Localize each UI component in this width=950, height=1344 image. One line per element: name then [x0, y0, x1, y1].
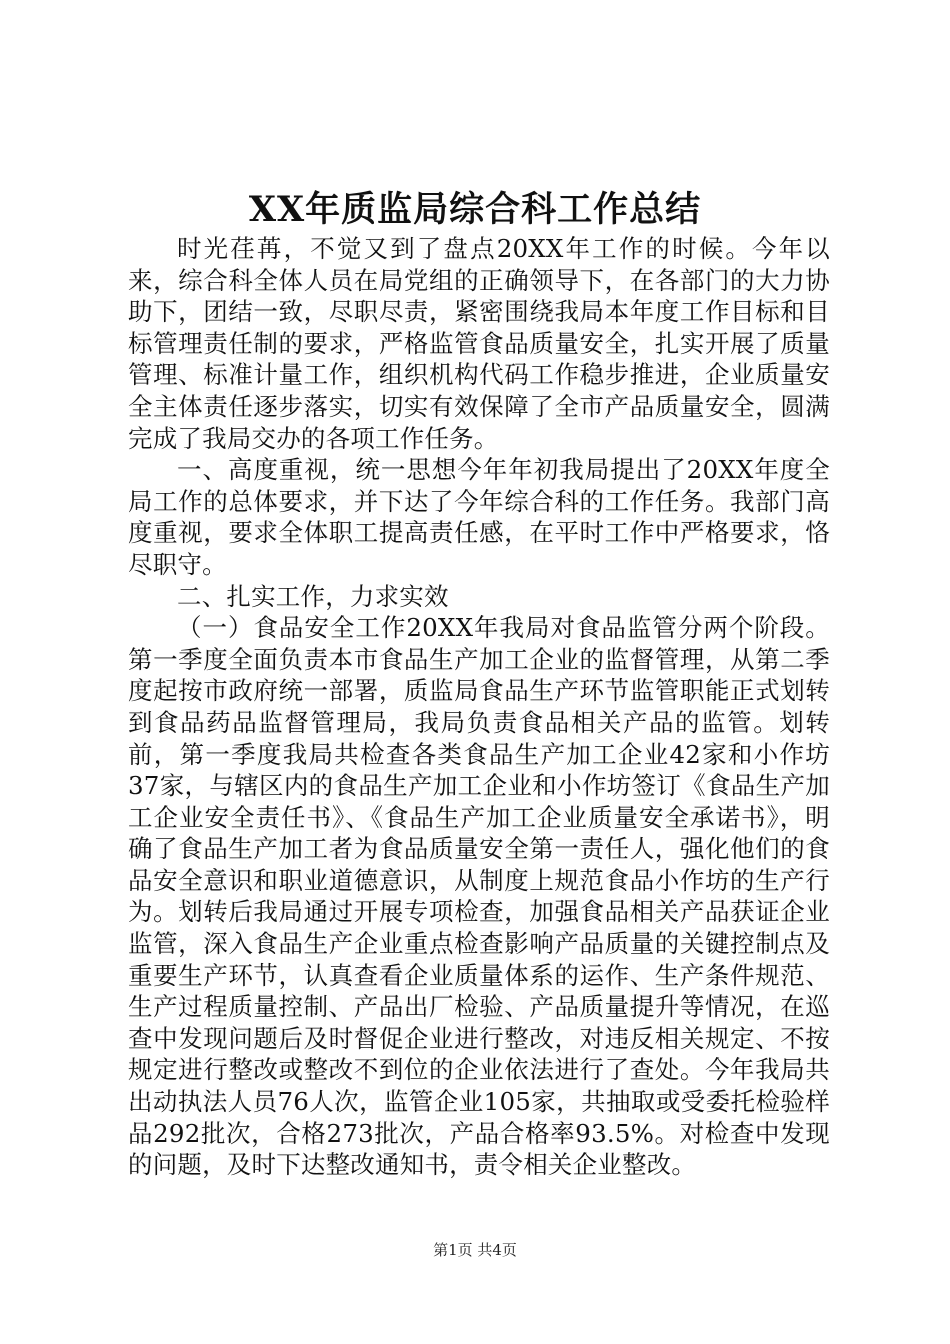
document-title: XX年质监局综合科工作总结: [248, 189, 702, 230]
page-number-footer: 第1页 共4页: [433, 1241, 517, 1259]
paragraph-food-safety: （一）食品安全工作20XX年我局对食品监管分两个阶段。第一季度全面负责本市食品生产加工企业的监督管理，从第二季度起按市政府统一部署，质监局食品生产环节监管职能正式划转到食品药品监督管理局，我局负责食品相关产品的监管。划转前，第一季度我局共检查各类食品生产加工企业42家和小作坊37家，与辖区内的食品生产加工企业和小作坊签订《食品生产加工企业安全责任书》、《食品生产加工企业质量安全承诺书》，明确了食品生产加工者为食品质量安全第一责任人，强化他们的食品安全意识和职业道德意识，从制度上规范食品小作坊的生产行为。划转后我局通过开展专项检查，加强食品相关产品获证企业监管，深入食品生产企业重点检查影响产品质量的关键控制点及重要生产环节，认真查看企业质量体系的运作、生产条件规范、生产过程质量控制、产品出厂检验、产品质量提升等情况，在巡查中发现问题后及时督促企业进行整改，对违反相关规定、不按规定进行整改或整改不到位的企业依法进行了查处。今年我局共出动执法人员76人次，监管企业105家，共抽取或受委托检验样品292批次，合格273批次，产品合格率93.5%。对检查中发现的问题，及时下达整改通知书，责令相关企业整改。: [128, 613, 830, 1180]
document-body: [128, 233, 830, 1181]
paragraph-intro: 时光荏苒，不觉又到了盘点20XX年工作的时候。今年以来，综合科全体人员在局党组的正确领导下，在各部门的大力协助下，团结一致，尽职尽责，紧密围绕我局本年度工作目标和目标管理责任制的要求，严格监管食品质量安全，扎实开展了质量管理、标准计量工作，组织机构代码工作稳步推进，企业质量安全主体责任逐步落实，切实有效保障了全市产品质量安全，圆满完成了我局交办的各项工作任务。: [128, 234, 830, 453]
paragraph-section-two-heading: 二、扎实工作，力求实效: [177, 581, 449, 611]
paragraph-section-one: 一、高度重视，统一思想今年年初我局提出了20XX年度全局工作的总体要求，并下达了今年综合科的工作任务。我部门高度重视，要求全体职工提高责任感，在平时工作中严格要求，恪尽职守。: [128, 455, 830, 579]
